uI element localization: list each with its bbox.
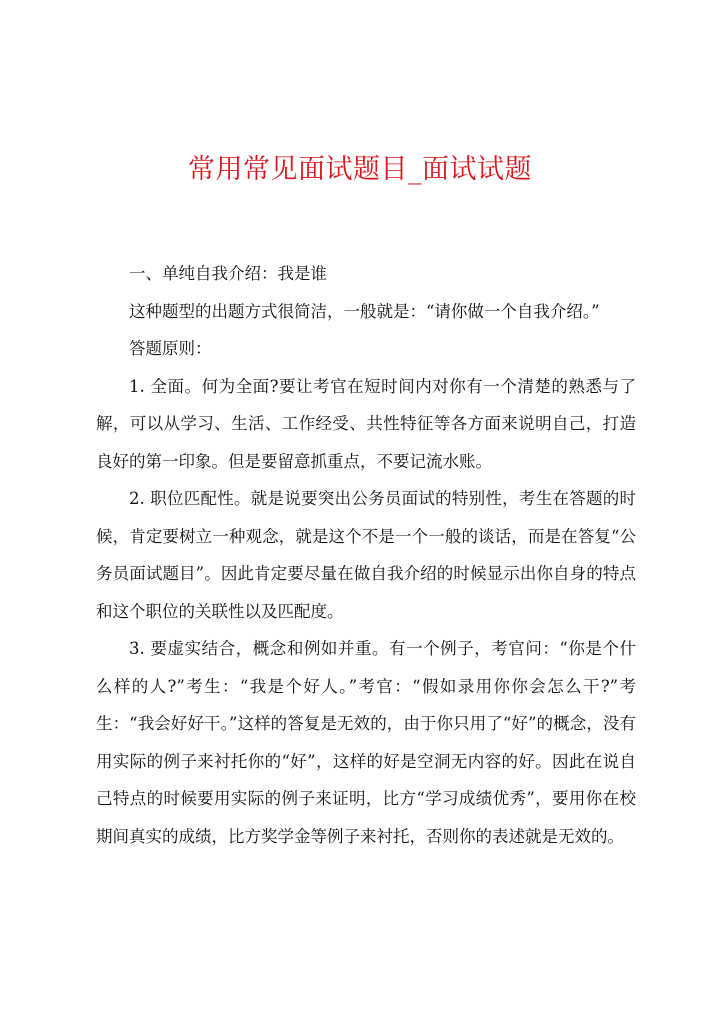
paragraph-point-1: 1. 全面。何为全面?要让考官在短时间内对你有一个清楚的熟悉与了解，可以从学习、生活、工作经受、共性特征等各方面来说明自己，打造良好的第一印象。但是要留意抓重点，不要记流水账。 [96,376,636,471]
paragraph-point-3: 3. 要虚实结合，概念和例如并重。有一个例子，考官问：“你是个什么样的人?”考生：“我是个好人。”考官：“假如录用你你会怎么干?”考生：“我会好好干。”这样的答复是无效的，由于你只用了“好”的概念，没有用实际的例子来衬托你的“好”，这样的好是空洞无内容的好。因此在说自己特点的时候要用实际的例子来证明，比方“学习成绩优秀”，要用你在校期间真实的成绩，比方奖学金等例子来衬托，否则你的表述就是无效的。 [96,639,636,846]
section-heading: 一、单纯自我介绍：我是谁 [129,264,327,283]
paragraph-point-2: 2. 职位匹配性。就是说要突出公务员面试的特别性，考生在答题的时候，肯定要树立一种观念，就是这个不是一个一般的谈话，而是在答复“公务员面试题目”。因此肯定要尽量在做自我介绍的时候显示出你自身的特点和这个职位的关联性以及匹配度。 [96,489,636,621]
paragraph-principles-label: 答题原则： [129,339,212,358]
page-title: 常用常见面试题目_面试试题 [188,154,532,185]
paragraph-question-format: 这种题型的出题方式很简洁，一般就是：“请你做一个自我介绍。” [129,301,600,321]
document-body [96,255,636,855]
